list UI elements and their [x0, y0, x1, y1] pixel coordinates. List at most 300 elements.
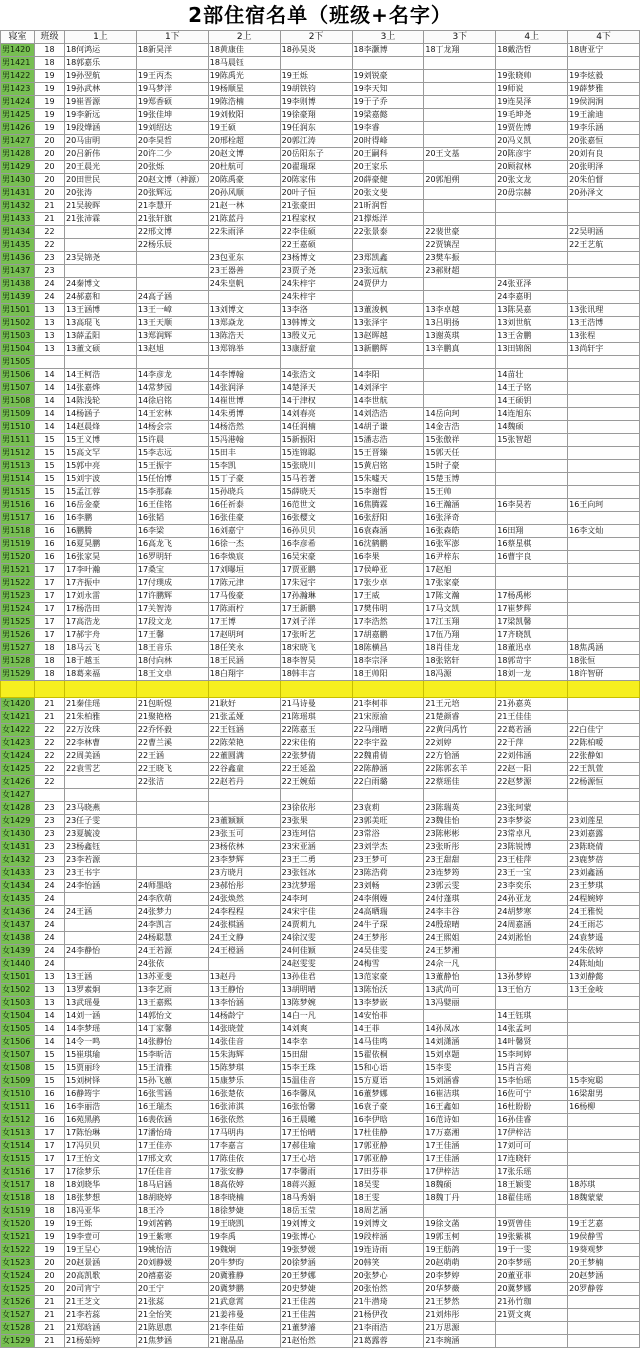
female-dorm-row: [1, 1166, 640, 1179]
bed-occupant: [352, 789, 424, 802]
bed-occupant: 20张辉远: [136, 187, 208, 200]
class-number: 13: [35, 997, 65, 1010]
bed-occupant: 24王雨芯: [568, 919, 640, 932]
bed-occupant: 15肖言苑: [496, 1062, 568, 1075]
class-number: 24: [35, 291, 65, 304]
class-number: 15: [35, 1049, 65, 1062]
bed-occupant: 17陈佳依: [208, 1153, 280, 1166]
bed-occupant: 17万嘉湘: [424, 1127, 496, 1140]
bed-occupant: 17郝佳瑜: [280, 1140, 352, 1153]
bed-occupant: [208, 356, 280, 369]
room-number: 男1501: [1, 304, 35, 317]
female-dorm-row: [1, 1075, 640, 1088]
room-number: 男1435: [1, 239, 35, 252]
bed-occupant: 18韩丰言: [280, 668, 352, 681]
bed-occupant: 16李鹏: [65, 512, 137, 525]
class-number: 14: [35, 1036, 65, 1049]
female-dorm-row: [1, 750, 640, 763]
bed-occupant: 16夏昊鹏: [65, 538, 137, 551]
bed-occupant: 18董迅卓: [496, 642, 568, 655]
bed-occupant: 19刘攸阳: [208, 109, 280, 122]
bed-occupant: 20冀雅静: [208, 1270, 280, 1283]
female-dorm-row: [1, 828, 640, 841]
room-number: 男1513: [1, 460, 35, 473]
bed-occupant: 16裴依涵: [136, 1114, 208, 1127]
room-number: 女1511: [1, 1101, 35, 1114]
class-number: 18: [35, 1192, 65, 1205]
room-number: 男1426: [1, 122, 35, 135]
bed-occupant: 16孙佳睿: [496, 1114, 568, 1127]
bed-occupant: 16徐一杰: [208, 538, 280, 551]
bed-occupant: 16岳金豪: [65, 499, 137, 512]
class-number: 17: [35, 1127, 65, 1140]
bed-occupant: 21宋原渝: [352, 711, 424, 724]
class-number: 20: [35, 187, 65, 200]
room-number: 女1439: [1, 945, 35, 958]
bed-occupant: 19于一雯: [496, 1244, 568, 1257]
bed-occupant: [568, 564, 640, 577]
bed-occupant: 18徐梦婕: [208, 1205, 280, 1218]
class-number: 14: [35, 421, 65, 434]
bed-occupant: 19毛坤尧: [496, 109, 568, 122]
bed-occupant: 18宋晓飞: [280, 642, 352, 655]
bed-occupant: 18马晨钰: [208, 57, 280, 70]
room-number: 男1509: [1, 408, 35, 421]
bed-occupant: 15马若著: [280, 473, 352, 486]
bed-occupant: 22杨源恒: [568, 776, 640, 789]
room-number: 女1436: [1, 906, 35, 919]
bed-occupant: 20董亚菲: [496, 1270, 568, 1283]
bed-occupant: 23王桂萍: [496, 854, 568, 867]
bed-occupant: 19李炫毅: [568, 70, 640, 83]
bed-occupant: 19梁嘉懿: [352, 109, 424, 122]
class-number: 16: [35, 538, 65, 551]
bed-occupant: [424, 789, 496, 802]
female-dorm-row: [1, 1179, 640, 1192]
room-number: 男1503: [1, 330, 35, 343]
bed-occupant: [496, 213, 568, 226]
bed-occupant: 21耿好: [208, 698, 280, 711]
room-number: 女1438: [1, 932, 35, 945]
bed-occupant: [568, 590, 640, 603]
bed-occupant: 14张浩文: [280, 369, 352, 382]
bed-occupant: 15孙飞蕙: [136, 1075, 208, 1088]
bed-occupant: 20朱伯督: [568, 174, 640, 187]
bed-occupant: 13范家豪: [352, 971, 424, 984]
bed-occupant: 17李叶瀚: [65, 564, 137, 577]
bed-occupant: 20赵萌萌: [424, 1257, 496, 1270]
room-number: 女1514: [1, 1140, 35, 1153]
bed-occupant: 14于津权: [280, 395, 352, 408]
male-dorm-row: [1, 447, 640, 460]
bed-occupant: 21包昕煜: [136, 698, 208, 711]
bed-occupant: [568, 1296, 640, 1309]
bed-occupant: 18何鸿运: [65, 44, 137, 57]
bed-occupant: 16梁甜男: [568, 1088, 640, 1101]
bed-occupant: [568, 265, 640, 278]
room-number: 男1436: [1, 252, 35, 265]
room-number: 男1510: [1, 421, 35, 434]
bed-occupant: 20赵梦涵: [568, 1270, 640, 1283]
bed-occupant: 14王菲: [352, 1023, 424, 1036]
bed-occupant: 17陈雨柠: [208, 603, 280, 616]
male-dorm-row: [1, 122, 640, 135]
female-dorm-row: [1, 1049, 640, 1062]
female-dorm-row: [1, 932, 640, 945]
bed-occupant: 20王梦楠: [568, 1257, 640, 1270]
room-number: 男1524: [1, 603, 35, 616]
bed-occupant: 16沈鹤鹏: [352, 538, 424, 551]
bed-occupant: 22赵一阳: [496, 763, 568, 776]
female-dorm-row: [1, 1023, 640, 1036]
bed-occupant: 13陈昊嘉: [496, 304, 568, 317]
bed-occupant: 20徐梦涵: [280, 1257, 352, 1270]
bed-occupant: 14王子铭: [496, 382, 568, 395]
bed-occupant: 15薛晓天: [280, 486, 352, 499]
bed-occupant: 18郭嘉乐: [65, 57, 137, 70]
bed-occupant: 15崔琪瑜: [65, 1049, 137, 1062]
bed-occupant: [496, 1322, 568, 1335]
bed-occupant: 23杨鑫钰: [65, 841, 137, 854]
bed-occupant: 21王佳佳: [496, 711, 568, 724]
bed-occupant: [568, 434, 640, 447]
bed-occupant: 18王帅阳: [352, 668, 424, 681]
bed-occupant: 19段梓涵: [352, 1231, 424, 1244]
bed-occupant: [568, 603, 640, 616]
bed-occupant: 13李洛: [280, 304, 352, 317]
class-number: 18: [35, 44, 65, 57]
bed-occupant: 14杨龄宁: [208, 1010, 280, 1023]
bed-occupant: 14刘春亮: [280, 408, 352, 421]
bed-occupant: 21楚颜睿: [424, 711, 496, 724]
bed-occupant: 16王佳铭: [136, 499, 208, 512]
bed-occupant: 21程家权: [280, 213, 352, 226]
bed-occupant: 13王涵: [65, 971, 137, 984]
bed-occupant: 18焦禹涵: [568, 642, 640, 655]
bed-occupant: 14刘一涵: [65, 1010, 137, 1023]
bed-occupant: [65, 958, 137, 971]
bed-occupant: 16高龙飞: [136, 538, 208, 551]
bed-occupant: 15刘卓题: [424, 1049, 496, 1062]
bed-occupant: [352, 239, 424, 252]
bed-occupant: 24李凯言: [136, 919, 208, 932]
bed-occupant: 15孙晓兵: [208, 486, 280, 499]
bed-occupant: 23陈瑞英: [424, 802, 496, 815]
bed-occupant: 23张远航: [352, 265, 424, 278]
male-dorm-row: [1, 239, 640, 252]
class-number: 15: [35, 447, 65, 460]
bed-occupant: 21张蕊: [136, 1296, 208, 1309]
bed-occupant: 17王馨: [136, 629, 208, 642]
bed-occupant: 24李怡涵: [65, 880, 137, 893]
room-number: 女1509: [1, 1075, 35, 1088]
bed-occupant: 21王佳茜: [280, 1309, 352, 1322]
male-dorm-row: [1, 135, 640, 148]
bed-occupant: 20张梦心: [352, 1270, 424, 1283]
class-number: 21: [35, 1296, 65, 1309]
bed-occupant: [568, 616, 640, 629]
bed-occupant: [136, 278, 208, 291]
class-number: 15: [35, 486, 65, 499]
bed-occupant: 16李文灿: [568, 525, 640, 538]
room-number: 男1434: [1, 226, 35, 239]
bed-occupant: 22王晓飞: [136, 763, 208, 776]
bed-occupant: 23王梦可: [352, 854, 424, 867]
male-dorm-row: [1, 44, 640, 57]
bed-occupant: 20翟瑞琛: [280, 161, 352, 174]
bed-occupant: 13王舍鹏: [496, 330, 568, 343]
separator-cell: [35, 681, 65, 698]
bed-occupant: 23袁莉: [352, 802, 424, 815]
bed-occupant: 22陈静涵: [352, 763, 424, 776]
bed-occupant: 14李世航: [352, 395, 424, 408]
bed-occupant: 21孙嘉英: [496, 698, 568, 711]
bed-occupant: 16范世文: [280, 499, 352, 512]
bed-occupant: 15朱海辉: [208, 1049, 280, 1062]
bed-occupant: 14刘爽: [280, 1023, 352, 1036]
bed-occupant: 19刘博文: [280, 1218, 352, 1231]
room-number: 男1529: [1, 668, 35, 681]
female-dorm-row: [1, 906, 640, 919]
male-dorm-row: [1, 57, 640, 70]
bed-occupant: 14王宏林: [136, 408, 208, 421]
bed-occupant: 13王金岐: [568, 984, 640, 997]
bed-occupant: 13王嘉熙: [136, 997, 208, 1010]
bed-occupant: 14苗壮: [496, 369, 568, 382]
bed-occupant: 16张佳豪: [208, 512, 280, 525]
bed-occupant: 19姚怡洁: [136, 1244, 208, 1257]
bed-occupant: 19张佳坤: [136, 109, 208, 122]
bed-occupant: [568, 1335, 640, 1348]
bed-occupant: 18任笑永: [208, 642, 280, 655]
dormitory-roster-table: [0, 30, 640, 1348]
female-dorm-row: [1, 711, 640, 724]
bed-occupant: [568, 57, 640, 70]
bed-occupant: 23刘莲星: [568, 815, 640, 828]
bed-occupant: 17伊梓洁: [496, 1127, 568, 1140]
bed-occupant: 16李梁: [136, 525, 208, 538]
bed-occupant: 23郝财超: [424, 265, 496, 278]
bed-occupant: 19王烁: [280, 70, 352, 83]
bed-occupant: 18高依婷: [208, 1179, 280, 1192]
bed-occupant: 20张明泽: [568, 161, 640, 174]
header-row: [1, 31, 640, 44]
bed-occupant: 15王振宇: [136, 460, 208, 473]
bed-occupant: 19王舫鸽: [424, 1244, 496, 1257]
class-number: 16: [35, 499, 65, 512]
bed-occupant: 13刘静懿: [568, 971, 640, 984]
bed-occupant: [568, 1010, 640, 1023]
bed-occupant: 21李雨浩: [352, 1322, 424, 1335]
female-dorm-row: [1, 737, 640, 750]
room-number: 男1526: [1, 629, 35, 642]
bed-occupant: [568, 291, 640, 304]
bed-occupant: 20张嘉恒: [568, 135, 640, 148]
male-dorm-row: [1, 252, 640, 265]
bed-occupant: 19连诗雨: [352, 1244, 424, 1257]
bed-occupant: 19胡铁钧: [280, 83, 352, 96]
bed-occupant: [65, 932, 137, 945]
room-number: 女1518: [1, 1192, 35, 1205]
bed-occupant: 14魏硕: [496, 421, 568, 434]
bed-occupant: [568, 278, 640, 291]
male-dorm-row: [1, 369, 640, 382]
bed-occupant: 24贾伊力: [352, 278, 424, 291]
bed-occupant: 18白翔宇: [208, 668, 280, 681]
bed-occupant: 20张涛: [65, 187, 137, 200]
bed-occupant: 18李晓楠: [208, 1192, 280, 1205]
class-number: 24: [35, 880, 65, 893]
class-number: 17: [35, 616, 65, 629]
bed-occupant: [568, 1205, 640, 1218]
bed-occupant: 19王烁: [65, 1218, 137, 1231]
bed-occupant: 13田锦阁: [496, 343, 568, 356]
bed-occupant: 14杨涵子: [65, 408, 137, 421]
bed-occupant: 20邢栓超: [208, 135, 280, 148]
female-dorm-row: [1, 724, 640, 737]
bed-occupant: 19贾曾佳: [496, 1218, 568, 1231]
bed-occupant: 23刘嘉露: [568, 828, 640, 841]
bed-occupant: 16董梦娜: [352, 1088, 424, 1101]
bed-occupant: 13殷义元: [280, 330, 352, 343]
class-number: 15: [35, 460, 65, 473]
bed-occupant: 22马翊晴: [352, 724, 424, 737]
class-number: 21: [35, 200, 65, 213]
bed-occupant: 14张静怡: [136, 1036, 208, 1049]
bed-occupant: 14常梦园: [136, 382, 208, 395]
class-number: 14: [35, 408, 65, 421]
bed-occupant: 23徐依彤: [280, 802, 352, 815]
bed-occupant: 22陈柏嗳: [568, 737, 640, 750]
room-number: 女1425: [1, 763, 35, 776]
female-dorm-row: [1, 1192, 640, 1205]
bed-occupant: 14金吉浩: [424, 421, 496, 434]
male-dorm-row: [1, 213, 640, 226]
bed-occupant: 18唐亚宁: [568, 44, 640, 57]
class-number: 22: [35, 737, 65, 750]
bed-occupant: 13郑润辉: [136, 330, 208, 343]
bed-occupant: 23李梦辉: [208, 854, 280, 867]
male-dorm-row: [1, 96, 640, 109]
class-number: 24: [35, 278, 65, 291]
bed-occupant: 20陈禹豪: [208, 174, 280, 187]
bed-occupant: 23王梦琪: [568, 880, 640, 893]
bed-occupant: 20冀梦娜: [496, 1283, 568, 1296]
bed-occupant: 14李梦瑶: [65, 1023, 137, 1036]
bed-occupant: [568, 252, 640, 265]
room-number: 男1508: [1, 395, 35, 408]
female-dorm-row: [1, 854, 640, 867]
bed-occupant: 14王柯浩: [65, 369, 137, 382]
bed-occupant: 21吴骏晖: [65, 200, 137, 213]
bed-occupant: 23郝怡彤: [208, 880, 280, 893]
bed-occupant: 15张晓川: [280, 460, 352, 473]
bed-occupant: 13孙梦婷: [496, 971, 568, 984]
bed-occupant: 23张果: [280, 815, 352, 828]
bed-occupant: 13武尚可: [424, 984, 496, 997]
bed-occupant: 22赵梦源: [496, 776, 568, 789]
bed-occupant: 24何佳颖: [280, 945, 352, 958]
bed-occupant: 20韩笑: [352, 1257, 424, 1270]
bed-occupant: 16张雪涵: [136, 1088, 208, 1101]
class-number: 24: [35, 893, 65, 906]
bed-occupant: 17张少卓: [352, 577, 424, 590]
bed-occupant: 17李馨雨: [280, 1166, 352, 1179]
bed-occupant: 13赵丹: [208, 971, 280, 984]
bed-occupant: 17王怡文: [65, 1153, 137, 1166]
class-number: 22: [35, 226, 65, 239]
female-dorm-row: [1, 880, 640, 893]
bed-occupant: [136, 828, 208, 841]
bed-occupant: 13刘世航: [496, 317, 568, 330]
class-number: 23: [35, 252, 65, 265]
bed-occupant: 23陈浩荷: [352, 867, 424, 880]
bed-occupant: [568, 629, 640, 642]
bed-occupant: 22谷鑫童: [208, 763, 280, 776]
class-number: 17: [35, 603, 65, 616]
room-number: 男1502: [1, 317, 35, 330]
room-number: 女1420: [1, 698, 35, 711]
room-number: 女1431: [1, 841, 35, 854]
bed-occupant: 14岳向珂: [424, 408, 496, 421]
header-1-lower: 1下: [136, 31, 208, 44]
bed-occupant: 21马诗曼: [280, 698, 352, 711]
female-dorm-row: [1, 919, 640, 932]
bed-occupant: 14王钰琪: [496, 1010, 568, 1023]
bed-occupant: [496, 486, 568, 499]
bed-occupant: [496, 460, 568, 473]
class-number: 23: [35, 841, 65, 854]
bed-occupant: 17王佳亦: [136, 1140, 208, 1153]
header-room: 寝室: [1, 31, 35, 44]
bed-occupant: 17陈怡琳: [65, 1127, 137, 1140]
bed-occupant: 17马明冉: [208, 1127, 280, 1140]
bed-occupant: 21杨茹婷: [65, 1335, 137, 1348]
female-dorm-row: [1, 1101, 640, 1114]
bed-occupant: 15许晨: [136, 434, 208, 447]
class-number: 20: [35, 1257, 65, 1270]
bed-occupant: 15张智超: [496, 434, 568, 447]
bed-occupant: 13罗素炯: [65, 984, 137, 997]
bed-occupant: 16张泽奇: [424, 512, 496, 525]
room-number: 女1426: [1, 776, 35, 789]
bed-occupant: 22宋佳侑: [280, 737, 352, 750]
bed-occupant: 24王涵: [65, 906, 137, 919]
bed-occupant: [65, 226, 137, 239]
bed-occupant: 17崔梦辉: [496, 603, 568, 616]
bed-occupant: 14崔世博: [208, 395, 280, 408]
bed-occupant: 20史梦婕: [280, 1283, 352, 1296]
bed-occupant: 16王鑫如: [424, 1101, 496, 1114]
bed-occupant: 21郑晗涵: [65, 1322, 137, 1335]
bed-occupant: 24程婉婷: [568, 893, 640, 906]
room-number: 女1521: [1, 1231, 35, 1244]
bed-occupant: [424, 291, 496, 304]
class-number: 16: [35, 551, 65, 564]
bed-occupant: 22刘婷: [424, 737, 496, 750]
class-number: 20: [35, 174, 65, 187]
bed-occupant: 18马启涵: [136, 1179, 208, 1192]
female-dorm-row: [1, 958, 640, 971]
bed-occupant: 24袁梦遥: [568, 932, 640, 945]
bed-occupant: 13新鹏辉: [352, 343, 424, 356]
bed-occupant: [136, 789, 208, 802]
bed-occupant: 15任怡博: [136, 473, 208, 486]
bed-occupant: 16袁森涵: [352, 525, 424, 538]
bed-occupant: 19张梦媛: [280, 1244, 352, 1257]
bed-occupant: 23樊车振: [424, 252, 496, 265]
bed-occupant: 23刘学杰: [352, 841, 424, 854]
